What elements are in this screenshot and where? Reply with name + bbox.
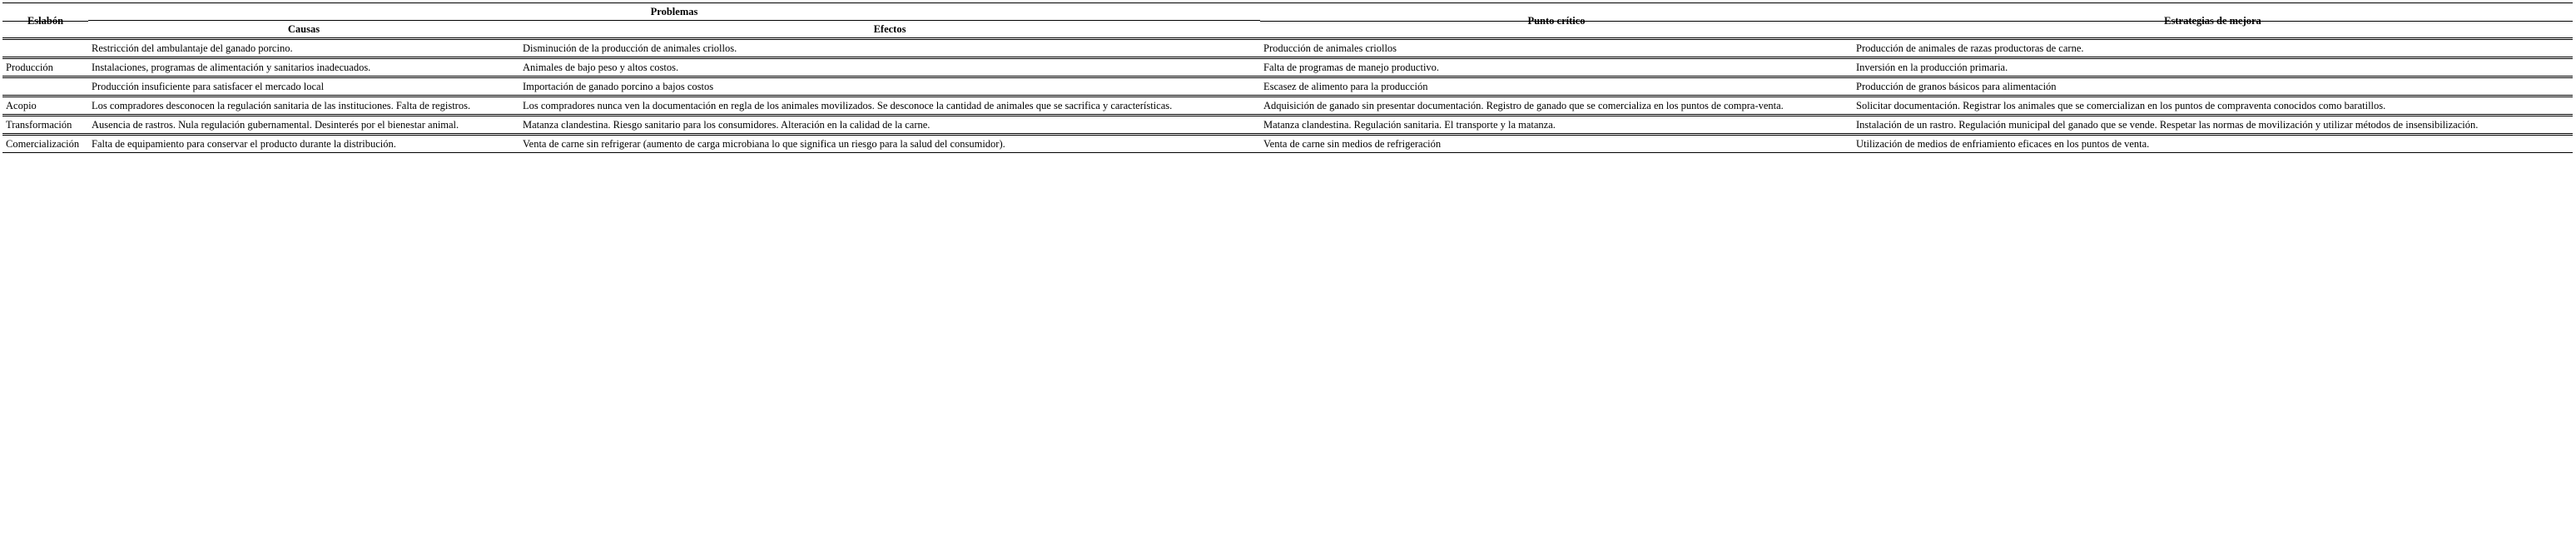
- cell-eslabon: [2, 39, 88, 58]
- cell-punto-critico: Escasez de alimento para la producción: [1260, 77, 1853, 96]
- cell-estrategias: Instalación de un rastro. Regulación municipal del ganado que se vende. Respetar las normas de movilización y utilizar métodos de insensibilización.: [1853, 116, 2573, 135]
- cell-estrategias: Producción de granos básicos para alimentación: [1853, 77, 2573, 96]
- cell-causas: Los compradores desconocen la regulación sanitaria de las instituciones. Falta de registros.: [88, 96, 519, 116]
- table-container: [2, 2, 2573, 153]
- cell-estrategias: Producción de animales de razas productoras de carne.: [1853, 39, 2573, 58]
- table-row: [2, 58, 2573, 77]
- cell-efectos: Venta de carne sin refrigerar (aumento de carga microbiana lo que significa un riesgo para la salud del consumidor).: [519, 135, 1260, 153]
- cell-punto-critico: Venta de carne sin medios de refrigeración: [1260, 135, 1853, 153]
- cell-estrategias: Utilización de medios de enfriamiento eficaces en los puntos de venta.: [1853, 135, 2573, 153]
- cell-punto-critico: Falta de programas de manejo productivo.: [1260, 58, 1853, 77]
- table-body: [2, 39, 2573, 153]
- table-row: [2, 77, 2573, 96]
- cell-efectos: Los compradores nunca ven la documentación en regla de los animales movilizados. Se desconoce la cantidad de animales que se sacrifica y características.: [519, 96, 1260, 116]
- header-estrategias: Estrategias de mejora: [1853, 3, 2573, 39]
- cell-causas: Ausencia de rastros. Nula regulación gubernamental. Desinterés por el bienestar animal.: [88, 116, 519, 135]
- cell-punto-critico: Producción de animales criollos: [1260, 39, 1853, 58]
- cell-efectos: Importación de ganado porcino a bajos costos: [519, 77, 1260, 96]
- cell-eslabon: Acopio: [2, 96, 88, 116]
- cell-estrategias: Solicitar documentación. Registrar los animales que se comercializan en los puntos de compraventa conocidos como baratillos.: [1853, 96, 2573, 116]
- cell-causas: Falta de equipamiento para conservar el producto durante la distribución.: [88, 135, 519, 153]
- cell-causas: Instalaciones, programas de alimentación y sanitarios inadecuados.: [88, 58, 519, 77]
- cell-punto-critico: Adquisición de ganado sin presentar documentación. Registro de ganado que se comercializa en los puntos de compra-venta.: [1260, 96, 1853, 116]
- header-problemas: Problemas: [88, 3, 1260, 21]
- cell-efectos: Animales de bajo peso y altos costos.: [519, 58, 1260, 77]
- table-row: [2, 39, 2573, 58]
- problems-table: [2, 2, 2573, 153]
- cell-eslabon: Comercialización: [2, 135, 88, 153]
- table-row: [2, 116, 2573, 135]
- cell-punto-critico: Matanza clandestina. Regulación sanitaria. El transporte y la matanza.: [1260, 116, 1853, 135]
- cell-estrategias: Inversión en la producción primaria.: [1853, 58, 2573, 77]
- table-row: [2, 96, 2573, 116]
- cell-eslabon: Producción: [2, 58, 88, 77]
- cell-causas: Producción insuficiente para satisfacer el mercado local: [88, 77, 519, 96]
- header-efectos: Efectos: [519, 21, 1260, 39]
- cell-efectos: Disminución de la producción de animales criollos.: [519, 39, 1260, 58]
- cell-eslabon: [2, 77, 88, 96]
- table-header: [2, 3, 2573, 39]
- header-eslabon: Eslabón: [2, 3, 88, 39]
- cell-efectos: Matanza clandestina. Riesgo sanitario para los consumidores. Alteración en la calidad de la carne.: [519, 116, 1260, 135]
- table-row: [2, 135, 2573, 153]
- header-punto-critico: Punto crítico: [1260, 3, 1853, 39]
- cell-eslabon: Transformación: [2, 116, 88, 135]
- cell-causas: Restricción del ambulantaje del ganado porcino.: [88, 39, 519, 58]
- header-causas: Causas: [88, 21, 519, 39]
